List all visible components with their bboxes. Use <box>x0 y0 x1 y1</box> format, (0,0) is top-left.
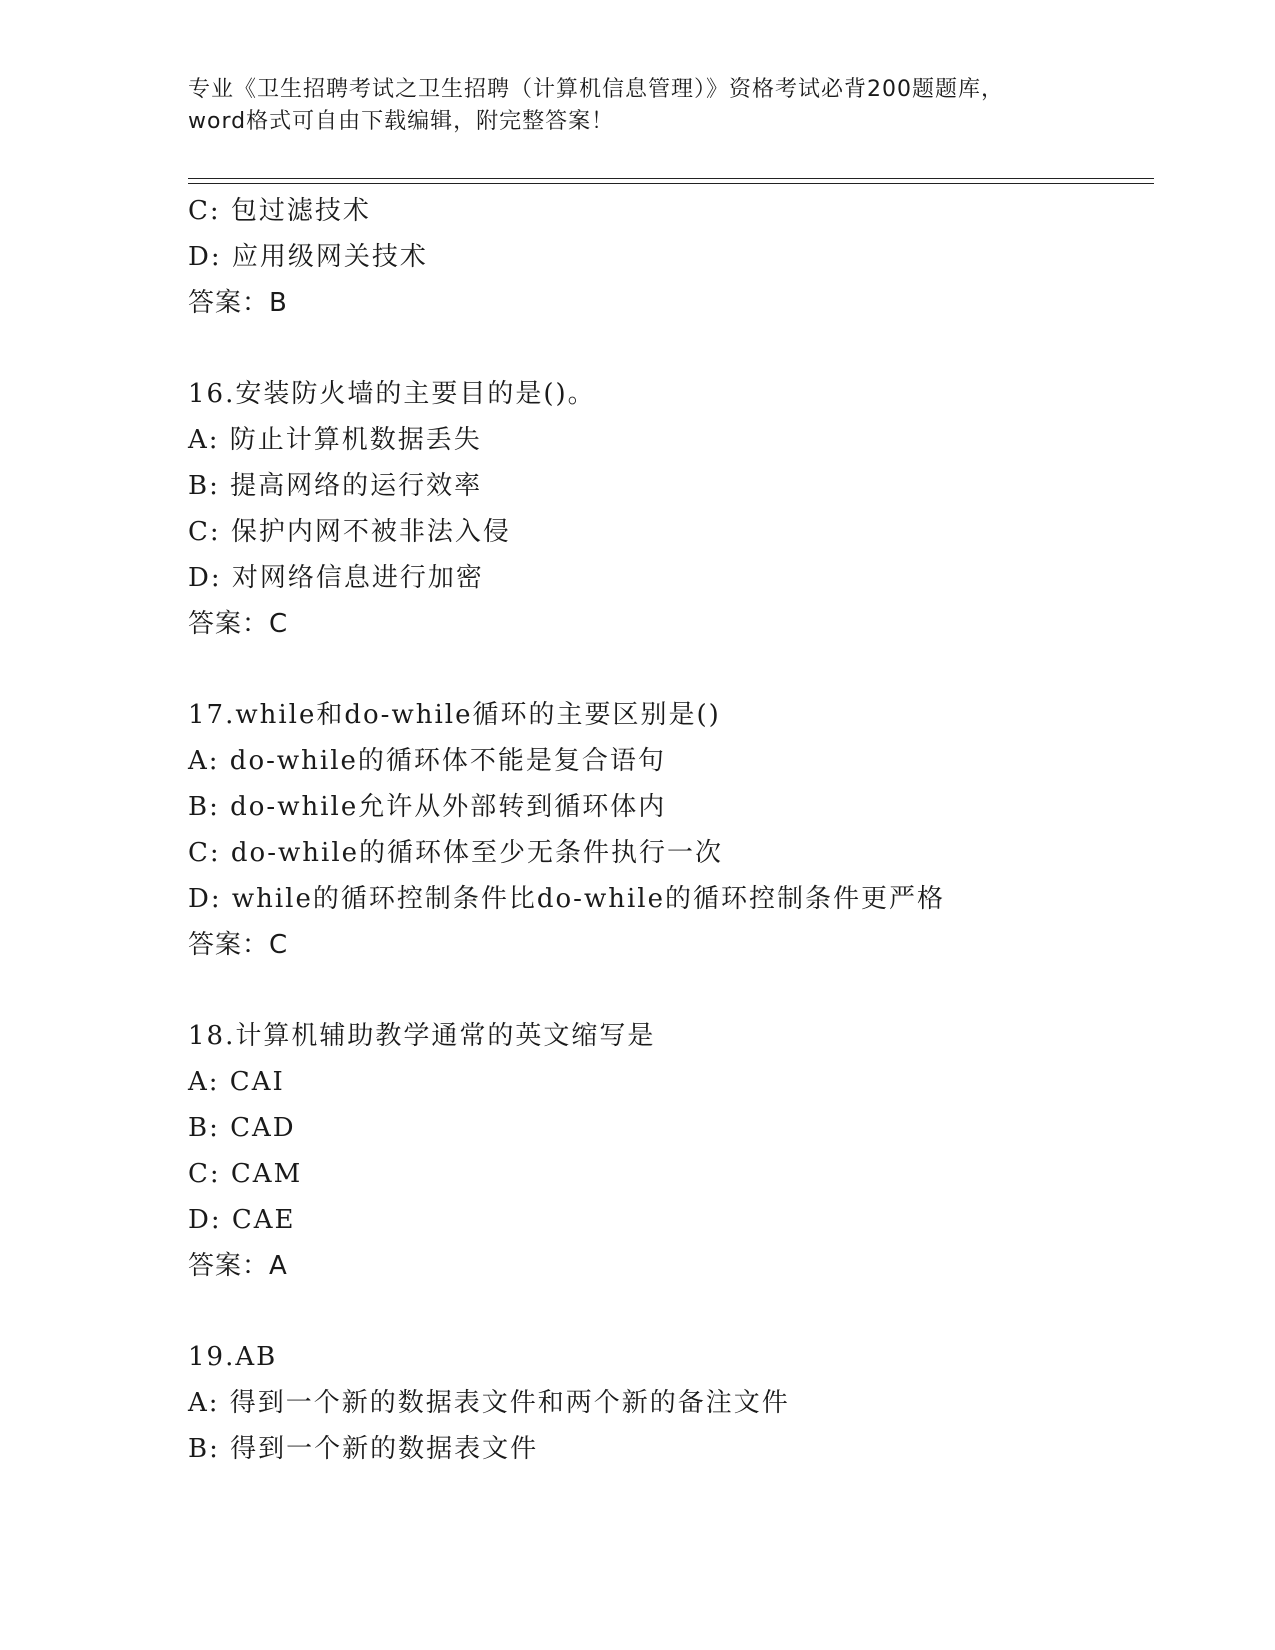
header-divider-top <box>188 178 1154 179</box>
header-line-2: word格式可自由下载编辑，附完整答案！ <box>188 109 615 134</box>
option-c: C: 包过滤技术 <box>188 196 371 226</box>
option-b: B: do-while允许从外部转到循环体内 <box>188 792 667 822</box>
question-18 <box>188 1013 1154 1289</box>
option-a: A: 防止计算机数据丢失 <box>188 425 482 455</box>
option-b: B: CAD <box>188 1113 296 1143</box>
question-list <box>188 188 1154 1472</box>
header-line-1: 专业《卫生招聘考试之卫生招聘（计算机信息管理）》资格考试必背200题题库， <box>188 77 1004 102</box>
question-stem: 16.安装防火墙的主要目的是()。 <box>188 379 596 409</box>
document-header <box>188 74 1088 138</box>
option-c: C: 保护内网不被非法入侵 <box>188 517 511 547</box>
option-d: D: 对网络信息进行加密 <box>188 563 484 593</box>
answer-line: 答案：C <box>188 930 289 960</box>
answer-line: 答案：A <box>188 1251 288 1281</box>
question-stem: 19.AB <box>188 1342 278 1372</box>
option-b: B: 提高网络的运行效率 <box>188 471 483 501</box>
option-c: C: CAM <box>188 1159 303 1189</box>
question-16 <box>188 371 1154 647</box>
header-divider-bottom <box>188 183 1154 184</box>
option-d: D: 应用级网关技术 <box>188 242 428 272</box>
answer-line: 答案：C <box>188 609 289 639</box>
option-c: C: do-while的循环体至少无条件执行一次 <box>188 838 724 868</box>
carryover-question <box>188 188 1154 326</box>
question-17 <box>188 692 1154 968</box>
option-d: D: while的循环控制条件比do-while的循环控制条件更严格 <box>188 884 945 914</box>
answer-line: 答案：B <box>188 288 288 318</box>
option-a: A: do-while的循环体不能是复合语句 <box>188 746 666 776</box>
option-d: D: CAE <box>188 1205 296 1235</box>
question-stem: 17.while和do-while循环的主要区别是() <box>188 700 721 730</box>
option-b: B: 得到一个新的数据表文件 <box>188 1434 539 1464</box>
question-19 <box>188 1334 1154 1472</box>
option-a: A: CAI <box>188 1067 285 1097</box>
question-stem: 18.计算机辅助教学通常的英文缩写是 <box>188 1021 656 1051</box>
option-a: A: 得到一个新的数据表文件和两个新的备注文件 <box>188 1388 790 1418</box>
